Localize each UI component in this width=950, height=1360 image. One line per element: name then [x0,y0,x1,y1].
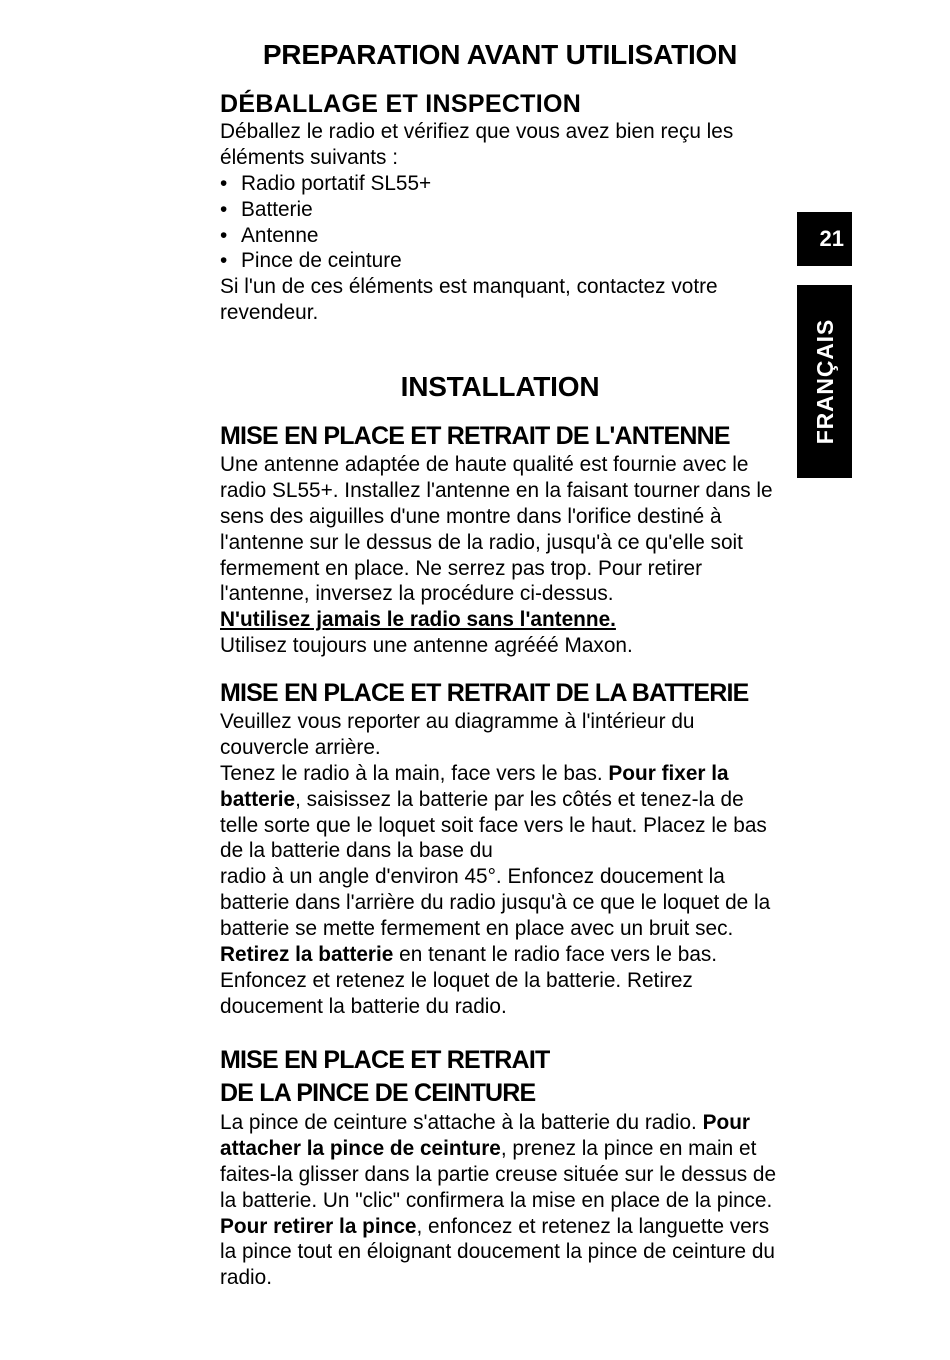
list-item-label: Radio portatif SL55+ [241,171,432,195]
bold-text-segment: Pour retirer la pince [220,1214,417,1238]
text-segment: telle sorte que le loquet soit face vers le haut. Placez le bas [220,813,767,837]
text-segment: , enfoncez et retenez la languette vers [416,1214,770,1238]
text-segment: doucement la batterie du radio. [220,994,507,1018]
text-segment: la batterie. Un "clic" confirmera la mise en place de la pince. [220,1188,773,1212]
list-item [220,171,790,197]
list-item [220,223,790,249]
text-line [220,1188,790,1214]
text-segment: Veuillez vous reporter au diagramme à l'intérieur du [220,710,695,733]
text-segment: La pince de ceinture s'attache à la batterie du radio. [220,1111,703,1134]
bold-text-segment: Pour [702,1111,750,1134]
text-segment: de la batterie dans la base du [220,839,493,863]
text-segment: radio à un angle d'environ 45°. Enfoncez doucement la [220,865,725,889]
text-line [220,1110,790,1136]
heading-line: DE LA PINCE DE CEINTURE [220,1079,536,1107]
text-segment: Enfoncez et retenez le loquet de la batterie. Retirez [220,968,693,992]
text-segment: Tenez le radio à la main, face vers le bas. [220,761,609,785]
text-line [220,709,790,735]
text-line: Une antenne adaptée de haute qualité est fournie avec le [220,453,749,476]
bullet-marker: • [220,223,228,247]
section-heading-antenna: MISE EN PLACE ET RETRAIT DE L'ANTENNE [220,422,730,450]
unpacking-text [220,119,790,326]
text-line: Si l'un de ces éléments est manquant, contactez votre [220,275,718,299]
bullet-marker: • [220,197,228,221]
text-line [220,1136,790,1162]
list-item [220,248,790,274]
list-item-label: Antenne [241,223,319,247]
text-line: Déballez le radio et vérifiez que vous avez bien reçu les [220,120,734,143]
section-heading-belt-clip [220,1044,549,1110]
text-line [220,968,790,994]
antenna-text [220,452,790,659]
text-segment: , prenez la pince en main et [500,1136,757,1160]
text-line [220,813,790,839]
text-line: éléments suivants : [220,145,399,169]
text-segment: en tenant le radio face vers le bas. [393,943,718,967]
list-item-label: Batterie [241,197,313,221]
text-line [220,761,790,787]
bullet-marker: • [220,171,228,195]
text-line [220,916,790,942]
text-line [220,735,790,761]
text-line [220,1239,790,1265]
bullet-marker: • [220,249,228,273]
antenna-note: Utilisez toujours une antenne agrééé Maxon. [220,634,633,658]
text-segment: batterie dans l'arrière du radio jusqu'à ce que le loquet de la [220,891,771,915]
page-number: 21 [819,226,844,251]
text-segment: la pince tout en éloignant doucement la pince de ceinture du [220,1240,775,1264]
antenna-warning: N'utilisez jamais le radio sans l'antenne. [220,608,616,632]
text-line [220,1265,790,1291]
text-line: l'antenne sur le dessus de la radio, jusqu'à ce qu'elle soit [220,530,743,554]
text-line [220,1214,790,1240]
section-heading-battery: MISE EN PLACE ET RETRAIT DE LA BATTERIE [220,679,749,707]
page-number-tab [797,212,852,266]
list-item [220,197,790,223]
text-segment: faites-la glisser dans la partie creuse située sur le dessus de [220,1162,777,1186]
language-tab [797,285,852,478]
text-segment: radio. [220,1266,273,1290]
bold-text-segment: Retirez la batterie [220,943,394,967]
text-line: l'antenne, inversez la procédure ci-dessus. [220,582,614,606]
language-label: FRANÇAIS [812,318,838,445]
page-title: PREPARATION AVANT UTILISATION [262,39,738,70]
text-line [220,994,790,1020]
battery-text [220,709,790,1020]
text-segment: couvercle arrière. [220,735,381,759]
text-line [220,838,790,864]
text-line [220,942,790,968]
installation-title: INSTALLATION [400,371,600,402]
text-line [220,864,790,890]
belt-clip-text [220,1110,790,1291]
text-line [220,787,790,813]
bold-text-segment: batterie [220,787,296,811]
heading-line: MISE EN PLACE ET RETRAIT [220,1046,550,1074]
list-item-label: Pince de ceinture [241,249,402,273]
text-line [220,1162,790,1188]
bold-text-segment: Pour fixer la [608,761,729,785]
text-line: fermement en place. Ne serrez pas trop. Pour retirer [220,556,702,580]
text-line: radio SL55+. Installez l'antenne en la faisant tourner dans le [220,478,773,502]
section-heading-unpacking: DÉBALLAGE ET INSPECTION [220,90,582,118]
text-line [220,890,790,916]
text-segment: , saisissez la batterie par les côtés et tenez-la de [295,787,744,811]
bold-text-segment: attacher la pince de ceinture [220,1136,501,1160]
text-segment: batterie se mette fermement en place avec un bruit sec. [220,917,734,941]
text-line: revendeur. [220,301,319,325]
text-line: sens des aiguilles d'une montre dans l'orifice destiné à [220,504,722,528]
